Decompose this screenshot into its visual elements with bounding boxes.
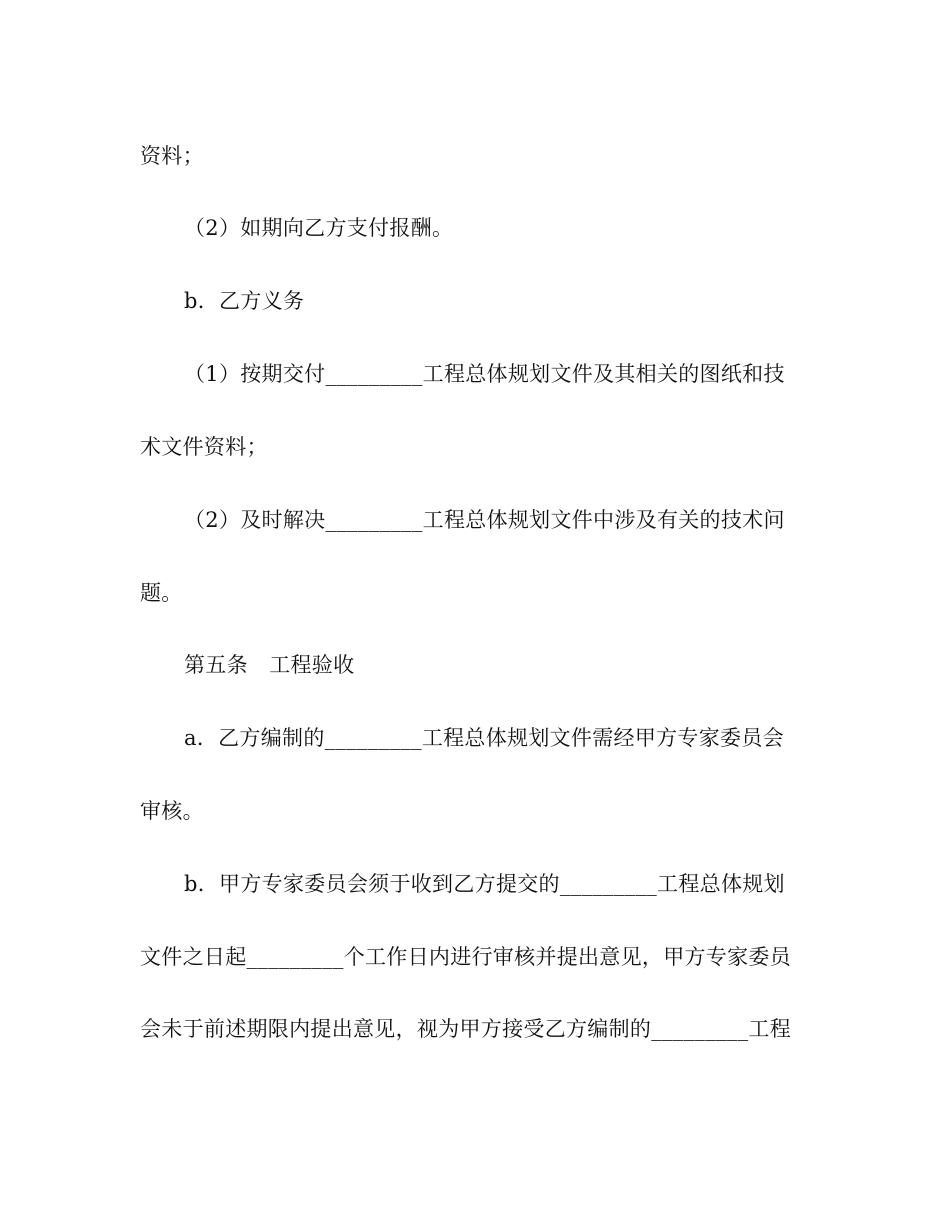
text-line-11: b．甲方专家委员会须于收到乙方提交的_________工程总体规划 (184, 872, 785, 896)
text-line-10: 审核。 (140, 799, 204, 823)
text-line-3: b．乙方义务 (184, 289, 305, 313)
text-line-5: 术文件资料； (140, 435, 268, 459)
text-line-12: 文件之日起_________个工作日内进行审核并提出意见，甲方专家委员 (140, 945, 791, 969)
section-heading: 第五条 工程验收 (184, 653, 355, 677)
text-line-7: 题。 (140, 581, 183, 605)
text-line-2: （2）如期向乙方支付报酬。 (184, 216, 454, 240)
text-line-9: a．乙方编制的_________工程总体规划文件需经甲方专家委员会 (184, 726, 784, 750)
text-line-4: （1）按期交付_________工程总体规划文件及其相关的图纸和技 (184, 362, 785, 386)
text-line-13: 会未于前述期限内提出意见，视为甲方接受乙方编制的_________工程 (140, 1017, 791, 1041)
text-line-6: （2）及时解决_________工程总体规划文件中涉及有关的技术问 (184, 508, 785, 532)
text-line-1: 资料； (140, 144, 204, 168)
